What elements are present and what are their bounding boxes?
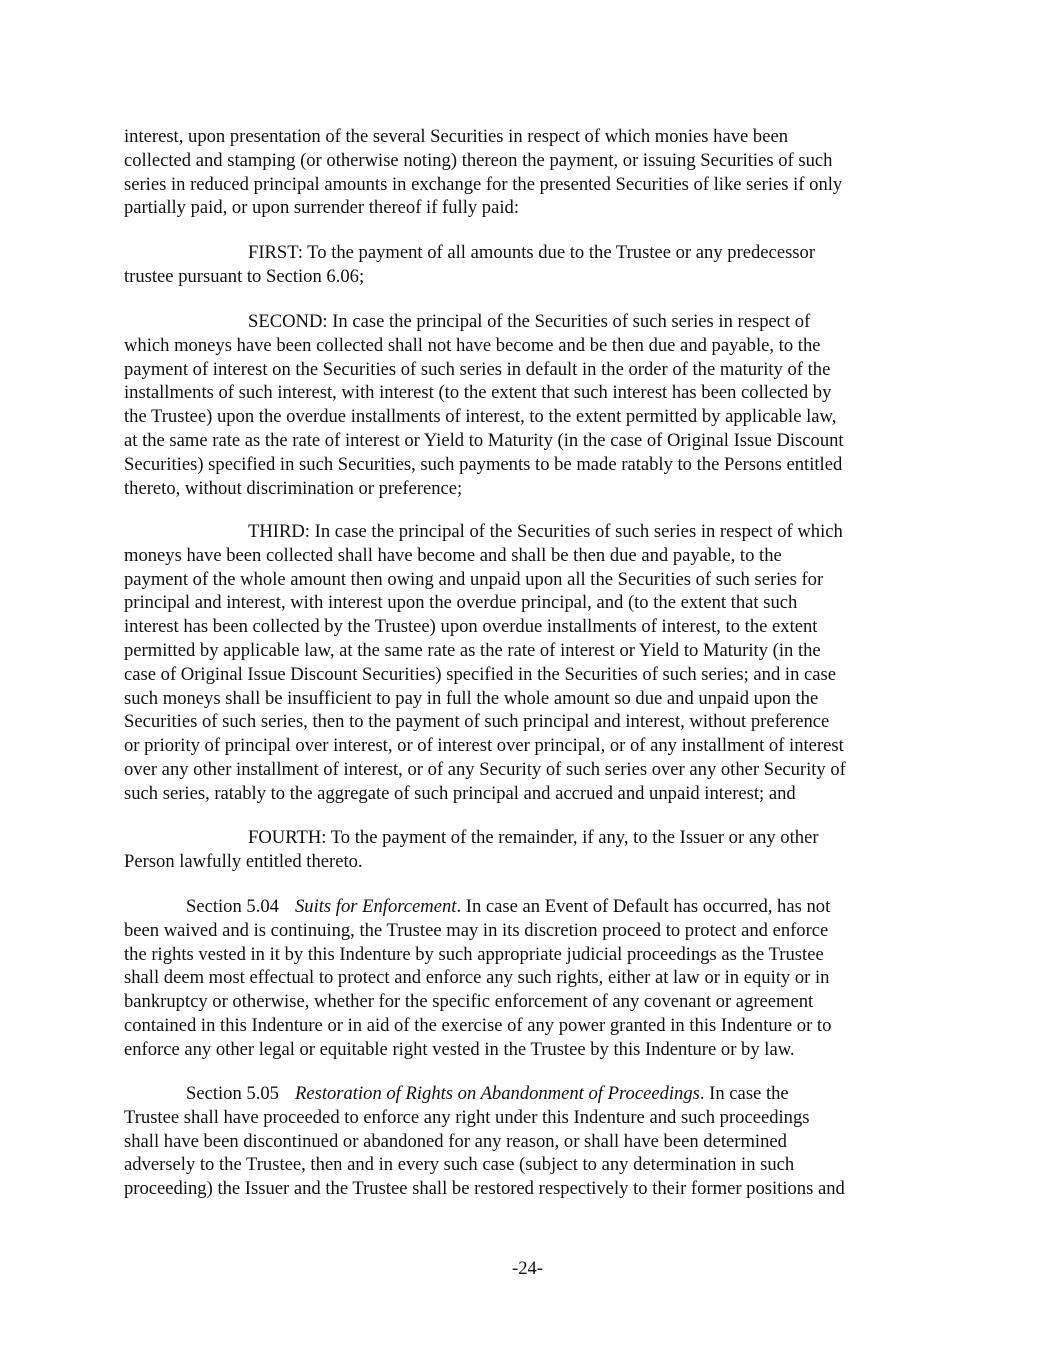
text-line: at the same rate as the rate of interest or Yield to Maturity (in the case of Original Issue Discount [124,429,844,451]
text-line: Person lawfully entitled thereto. [124,850,363,872]
first-paragraph [124,241,934,289]
page-number: -24- [512,1258,543,1279]
text-line: Trustee shall have proceeded to enforce any right under this Indenture and such proceedings [124,1106,810,1128]
section-heading-line [124,1082,934,1106]
text-line: or priority of principal over interest, or of interest over principal, or of any installment of interest [124,735,844,757]
second-paragraph [124,310,934,500]
text-line: installments of such interest, with interest (to the extent that such interest has been collected by [124,382,832,404]
section-title: Suits for Enforcement [294,896,457,917]
text-line: interest has been collected by the Trustee) upon overdue installments of interest, to the extent [124,616,818,638]
text-line: such series, ratably to the aggregate of such principal and accrued and unpaid interest; and [124,782,796,804]
text-line: case of Original Issue Discount Securities) specified in the Securities of such series; and in case [124,663,837,685]
text-line: bankruptcy or otherwise, whether for the specific enforcement of any covenant or agreement [124,991,814,1013]
section-number: Section 5.04 [186,896,279,917]
text-line: payment of the whole amount then owing and unpaid upon all the Securities of such series for [124,568,824,590]
text-line: been waived and is continuing, the Trustee may in its discretion proceed to protect and enforce [124,919,829,941]
text-line: thereto, without discrimination or preference; [124,477,463,499]
section-heading-line [124,895,934,919]
text-line: contained in this Indenture or in aid of the exercise of any power granted in this Indenture or to [124,1014,832,1036]
intro-paragraph [124,125,934,220]
text-line: partially paid, or upon surrender thereof if fully paid: [124,197,519,219]
text-line: enforce any other legal or equitable right vested in the Trustee by this Indenture or by law. [124,1038,795,1060]
text-line: shall have been discontinued or abandoned for any reason, or shall have been determined [124,1130,787,1152]
text-line: trustee pursuant to Section 6.06; [124,265,365,287]
text-line: moneys have been collected shall have become and shall be then due and payable, to the [124,544,782,566]
section-title: Restoration of Rights on Abandonment of Proceedings [294,1083,700,1104]
text-line: adversely to the Trustee, then and in every such case (subject to any determination in such [124,1154,795,1176]
section-5-04 [124,895,934,1062]
text-line: which moneys have been collected shall not have become and be then due and payable, to the [124,334,821,356]
text-line: permitted by applicable law, at the same rate as the rate of interest or Yield to Maturity (in the [124,639,821,661]
text-line: FIRST: To the payment of all amounts due to the Trustee or any predecessor [248,242,816,263]
text-line: . In case the [699,1083,789,1104]
text-line: interest, upon presentation of the several Securities in respect of which monies have been [124,126,788,147]
text-line: the Trustee) upon the overdue installments of interest, to the extent permitted by applicable law, [124,406,837,428]
text-line: the rights vested in it by this Indenture by such appropriate judicial proceedings as the Trustee [124,943,824,965]
text-line: FOURTH: To the payment of the remainder, if any, to the Issuer or any other [248,827,819,848]
text-line: SECOND: In case the principal of the Securities of such series in respect of [248,311,811,332]
text-line: principal and interest, with interest upon the overdue principal, and (to the extent that such [124,592,798,614]
fourth-paragraph [124,826,934,874]
text-line: over any other installment of interest, or of any Security of such series over any other Security of [124,758,846,780]
text-line: series in reduced principal amounts in exchange for the presented Securities of like series if only [124,173,843,195]
text-line: Securities) specified in such Securities, such payments to be made ratably to the Persons entitled [124,453,843,475]
text-line: payment of interest on the Securities of such series in default in the order of the maturity of the [124,358,831,380]
section-number: Section 5.05 [186,1083,279,1104]
text-line: collected and stamping (or otherwise noting) thereon the payment, or issuing Securities of such [124,149,833,171]
text-line: Securities of such series, then to the payment of such principal and interest, without preference [124,711,830,733]
text-line: THIRD: In case the principal of the Securities of such series in respect of which [248,521,843,542]
section-5-05 [124,1082,934,1201]
third-paragraph [124,520,934,806]
text-line: proceeding) the Issuer and the Trustee shall be restored respectively to their former positions and [124,1178,845,1200]
text-line: . In case an Event of Default has occurred, has not [456,896,831,917]
text-line: such moneys shall be insufficient to pay in full the whole amount so due and unpaid upon the [124,687,819,709]
text-line: shall deem most effectual to protect and enforce any such rights, either at law or in equity or in [124,967,830,989]
